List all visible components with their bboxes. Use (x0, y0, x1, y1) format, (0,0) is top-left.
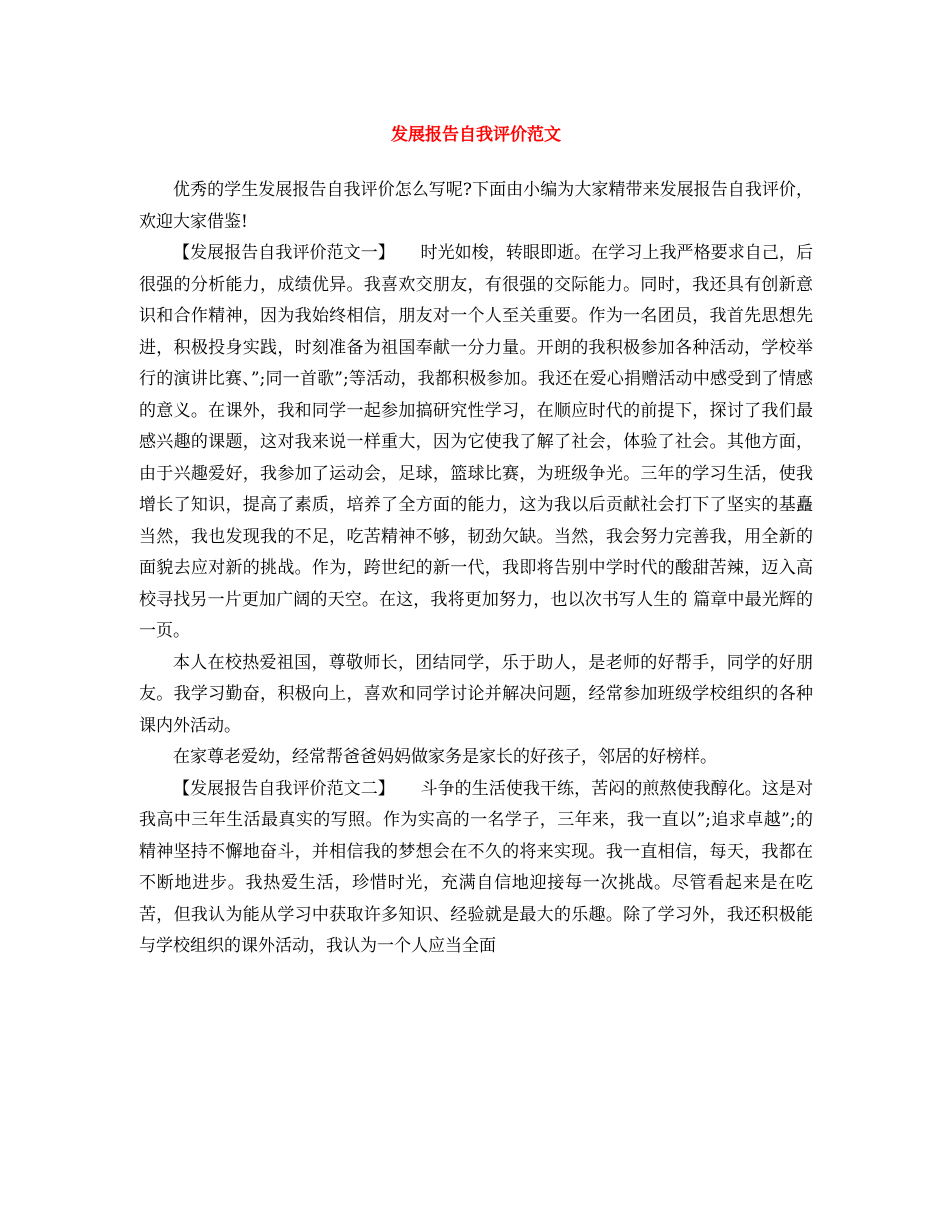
paragraph-sample-one: 【发展报告自我评价范文一】 时光如梭，转眼即逝。在学习上我严格要求自己，后很强的分析能力，成绩优异。我喜欢交朋友，有很强的交际能力。同时，我还具有创新意识和合作精神，因为我始终相信，朋友对一个人至关重要。作为一名团员，我首先思想先进，积极投身实践，时刻准备为祖国奉献一分力量。开朗的我积极参加各种活动，学校举行的演讲比赛、”;同一首歌”;等活动，我都积极参加。我还在爱心捐赠活动中感受到了情感的意义。在课外，我和同学一起参加搞研究性学习，在顺应时代的前提下，探讨了我们最感兴趣的课题，这对我来说一样重大，因为它使我了解了社会，体验了社会。其他方面，由于兴趣爱好，我参加了运动会，足球，篮球比赛，为班级争光。三年的学习生活，使我增长了知识，提高了素质，培养了全方面的能力，这为我以后贡献社会打下了坚实的基矗当然，我也发现我的不足，吃苦精神不够，韧劲欠缺。当然，我会努力完善我，用全新的面貌去应对新的挑战。作为，跨世纪的新一代，我即将告别中学时代的酸甜苦辣，迈入高校寻找另一片更加广阔的天空。在这，我将更加努力，也以次书写人生的 篇章中最光辉的一页。 (139, 243, 813, 641)
paragraph-home-conduct: 在家尊老爱幼，经常帮爸爸妈妈做家务是家长的好孩子，邻居的好榜样。 (173, 747, 717, 767)
paragraph-sample-two: 【发展报告自我评价范文二】 斗争的生活使我干练，苦闷的煎熬使我醇化。这是对我高中三年生活最真实的写照。作为实高的一名学子，三年来，我一直以”;追求卓越”;的精神坚持不懈地奋斗，并相信我的梦想会在不久的将来实现。我一直相信，每天，我都在不断地进步。我热爱生活，珍惜时光，充满自信地迎接每一次挑战。尽管看起来是在吃苦，但我认为能从学习中获取许多知识、经验就是最大的乐趣。除了学习外，我还积极能与学校组织的课外活动，我认为一个人应当全面 (139, 778, 813, 956)
paragraph-school-conduct: 本人在校热爱祖国，尊敬师长，团结同学，乐于助人，是老师的好帮手，同学的好朋友。我学习勤奋，积极向上，喜欢和同学讨论并解决问题，经常参加班级学校组织的各种课内外活动。 (139, 652, 813, 736)
document-title: 发展报告自我评价范文 (391, 125, 561, 145)
paragraph-intro: 优秀的学生发展报告自我评价怎么写呢?下面由小编为大家精带来发展报告自我评价，欢迎大家借鉴! (139, 180, 813, 232)
